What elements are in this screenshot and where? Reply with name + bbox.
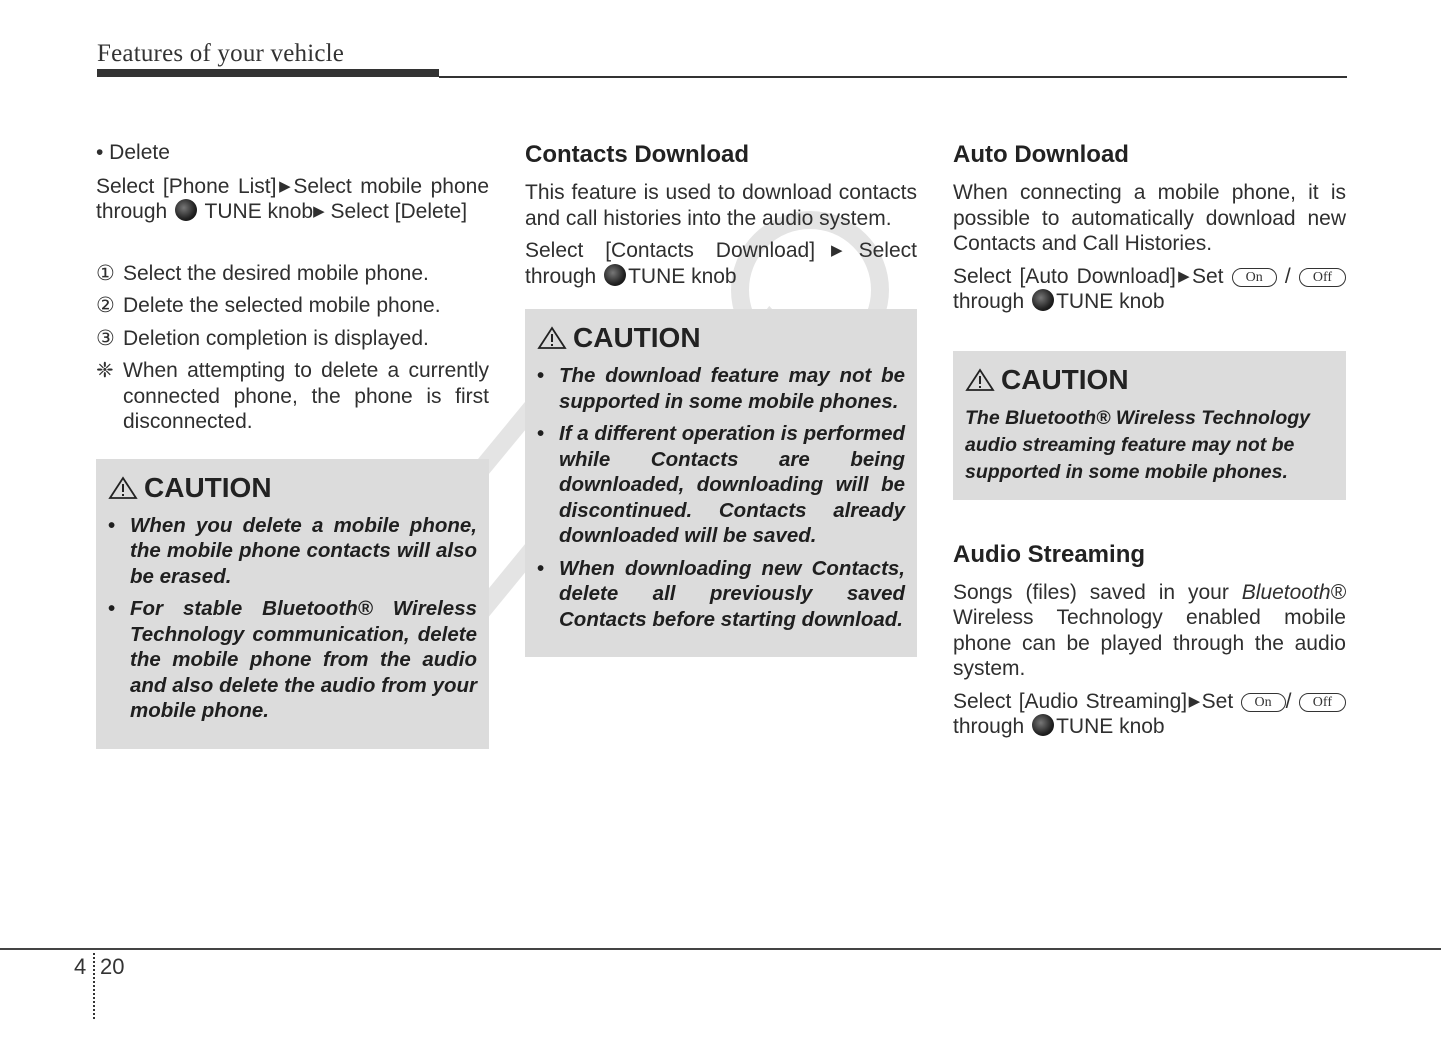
arrow-icon: ▶: [276, 177, 294, 195]
tune-knob-icon: [1032, 289, 1054, 311]
on-option-icon: On: [1241, 693, 1286, 712]
caution-title: CAUTION: [108, 471, 477, 505]
caution-title: CAUTION: [965, 363, 1334, 397]
caution-item: • When downloading new Contacts, delete all previously saved Contacts before starting download.: [537, 556, 905, 631]
caution-box-delete: [96, 459, 489, 749]
warning-triangle-icon: [108, 476, 138, 500]
delete-steps: [96, 261, 489, 435]
on-option-icon: On: [1232, 268, 1277, 287]
header-rule-thick: [97, 69, 439, 77]
arrow-icon: ▶: [815, 242, 859, 259]
caution-item: • For stable Bluetooth® Wireless Technology communication, delete the mobile phone from the audio and also delete the audio from your mobile phone.: [108, 597, 477, 722]
header-rule-thin: [439, 76, 1347, 78]
step-item: ③ Deletion completion is displayed.: [96, 326, 429, 350]
contacts-download-instructions: Select [Contacts Download]▶Select through TUNE knob: [525, 239, 917, 288]
delete-heading: • Delete: [96, 141, 170, 164]
page-number-separator: [93, 953, 95, 1019]
arrow-icon: ▶: [313, 203, 325, 220]
warning-triangle-icon: [537, 326, 567, 350]
tune-knob-icon: [1032, 714, 1054, 736]
step-note: ❈ When attempting to delete a currently connected phone, the phone is first disconnected.: [96, 359, 489, 433]
section-title-audio-streaming: Audio Streaming: [953, 540, 1146, 568]
caution-item: • If a different operation is performed while Contacts are being downloaded, downloading will be discontinued. Contacts already downloaded will be saved.: [537, 422, 905, 547]
arrow-icon: ▶: [1175, 267, 1192, 285]
audio-streaming-instructions: Select [Audio Streaming]▶Set On / Off through TUNE knob: [953, 689, 1346, 740]
off-option-icon: Off: [1299, 693, 1346, 712]
arrow-icon: ▶: [1187, 692, 1202, 710]
caution-box-contacts: [525, 309, 917, 657]
caution-text: The Bluetooth® Wireless Technology audio streaming feature may not be supported in some mobile phones.: [965, 406, 1311, 483]
column-contacts-download: [525, 140, 917, 657]
section-title-contacts-download: Contacts Download: [525, 141, 750, 168]
warning-triangle-icon: [965, 368, 995, 392]
footer-rule: [0, 948, 1441, 950]
audio-streaming-intro: Songs (files) saved in your Bluetooth® Wireless Technology enabled mobile phone can be played through the audio system.: [953, 580, 1346, 680]
off-option-icon: Off: [1299, 268, 1346, 287]
auto-download-intro: When connecting a mobile phone, it is possible to automatically download new Contacts and Call Histories.: [953, 181, 1346, 255]
caution-item: • The download feature may not be supported in some mobile phones.: [537, 364, 905, 413]
page-header: [97, 38, 1347, 82]
page-number: 20: [100, 954, 125, 979]
step-item: ① Select the desired mobile phone.: [96, 261, 429, 285]
caution-title: CAUTION: [537, 321, 905, 355]
column-delete: [96, 140, 489, 749]
auto-download-instructions: Select [Auto Download]▶Set On / Off through TUNE knob: [953, 264, 1346, 315]
tune-knob-icon: [604, 264, 626, 286]
step-item: ② Delete the selected mobile phone.: [96, 294, 441, 317]
contacts-download-intro: This feature is used to download contacts and call histories into the audio system.: [525, 181, 917, 230]
section-title-auto-download: Auto Download: [953, 141, 1129, 168]
delete-instructions: Select [Phone List]▶Select mobile phone through TUNE knob▶ Select [Delete]: [96, 174, 490, 223]
page-title: Features of your vehicle: [97, 40, 345, 67]
chapter-number: 4: [74, 954, 87, 979]
column-auto-download: [953, 140, 1346, 747]
caution-box-streaming: [953, 351, 1346, 500]
caution-item: • When you delete a mobile phone, the mobile phone contacts will also be erased.: [108, 513, 477, 588]
tune-knob-icon: [175, 199, 197, 221]
